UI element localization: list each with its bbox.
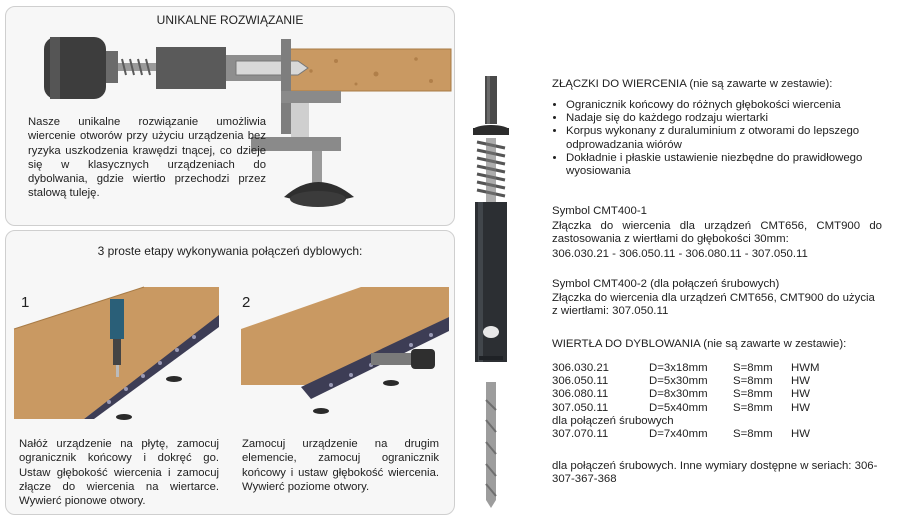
step-1-number: 1 <box>21 294 30 311</box>
symbol-1-codes: 306.030.21 - 306.050.11 - 306.080.11 - 307.050.11 <box>552 248 808 260</box>
symbol-2-title: Symbol CMT400-2 (dla połączeń śrubowych) <box>552 278 780 290</box>
drill-row: 307.050.11 D=5x40mm S=8mm HW <box>552 401 810 414</box>
step-1-text: Nałóż urządzenie na płytę, zamocuj ogranicznik końcowy i dokręć go. Ustaw głębokość wiercenia i zamocuj złącze do wiercenia na wiertarce. Wywierć pionowe otwory. <box>19 438 219 508</box>
drills-heading: WIERTŁA DO DYBLOWANIA (nie są zawarte w zestawie): <box>552 338 847 350</box>
unique-solution-title: UNIKALNE ROZWIĄZANIE <box>156 13 304 27</box>
drills-footer: dla połączeń śrubowych. Inne wymiary dostępne w seriach: 306-307-367-368 <box>552 460 878 486</box>
drilling-attachment-image <box>455 70 530 510</box>
steps-title: 3 proste etapy wykonywania połączeń dyblowych: <box>97 244 363 258</box>
attachments-heading: ZŁĄCZKI DO WIERCENIA (nie są zawarte w zestawie): <box>552 78 833 90</box>
step-2-number: 2 <box>242 294 251 311</box>
symbol-1-text: Złączka do wiercenia dla urządzeń CMT656, CMT900 do zastosowania z wiertłami do głębokości 30mm: <box>552 220 882 246</box>
step-1-illustration <box>14 287 219 419</box>
feature-item: • Nadaje się do każdego rodzaju wiertarki <box>566 112 887 125</box>
drill-row: 306.050.11 D=5x30mm S=8mm HW <box>552 375 810 388</box>
drills-table <box>552 362 882 441</box>
step-2-text: Zamocuj urządzenie na drugim elemencie, zamocuj ogranicznik końcowy i ustaw głębokość wiercenia. Wywierć poziome otwory. <box>242 438 439 493</box>
symbol-1-title: Symbol CMT400-1 <box>552 205 647 217</box>
symbol-2-text: Złączka do wiercenia dla urządzeń CMT656, CMT900 do użycia z wiertłami: 307.050.11 <box>552 292 875 318</box>
feature-item: • Ogranicznik końcowy do różnych głębokości wiercenia <box>566 99 887 112</box>
drill-row: 306.030.21 D=3x18mm S=8mm HWM <box>552 362 820 374</box>
drill-row: 307.070.11 D=7x40mm S=8mm HW <box>552 428 810 441</box>
attachments-features <box>552 99 887 178</box>
drill-row: 306.080.11 D=8x30mm S=8mm HW <box>552 388 810 401</box>
screw-connections-label: dla połączeń śrubowych <box>552 414 674 427</box>
unique-solution-panel <box>5 6 455 226</box>
feature-item: • Dokładnie i płaskie ustawienie niezbędne do prawidłowego wyosiowania <box>566 152 887 178</box>
unique-solution-text: Nasze unikalne rozwiązanie umożliwia wiercenie otworów przy użyciu urządzenia bez ryzyka uszkodzenia krawędzi tnącej, co dzieje się w klasycznych urządzeniach do dybolwania, gdzie wiertło przechodzi przez stalową tuleję. <box>28 116 266 200</box>
steps-panel <box>5 230 455 515</box>
feature-item: • Korpus wykonany z duraluminium z otworami do lepszego odprowadzania wiórów <box>566 125 887 151</box>
step-2-illustration <box>241 287 449 419</box>
